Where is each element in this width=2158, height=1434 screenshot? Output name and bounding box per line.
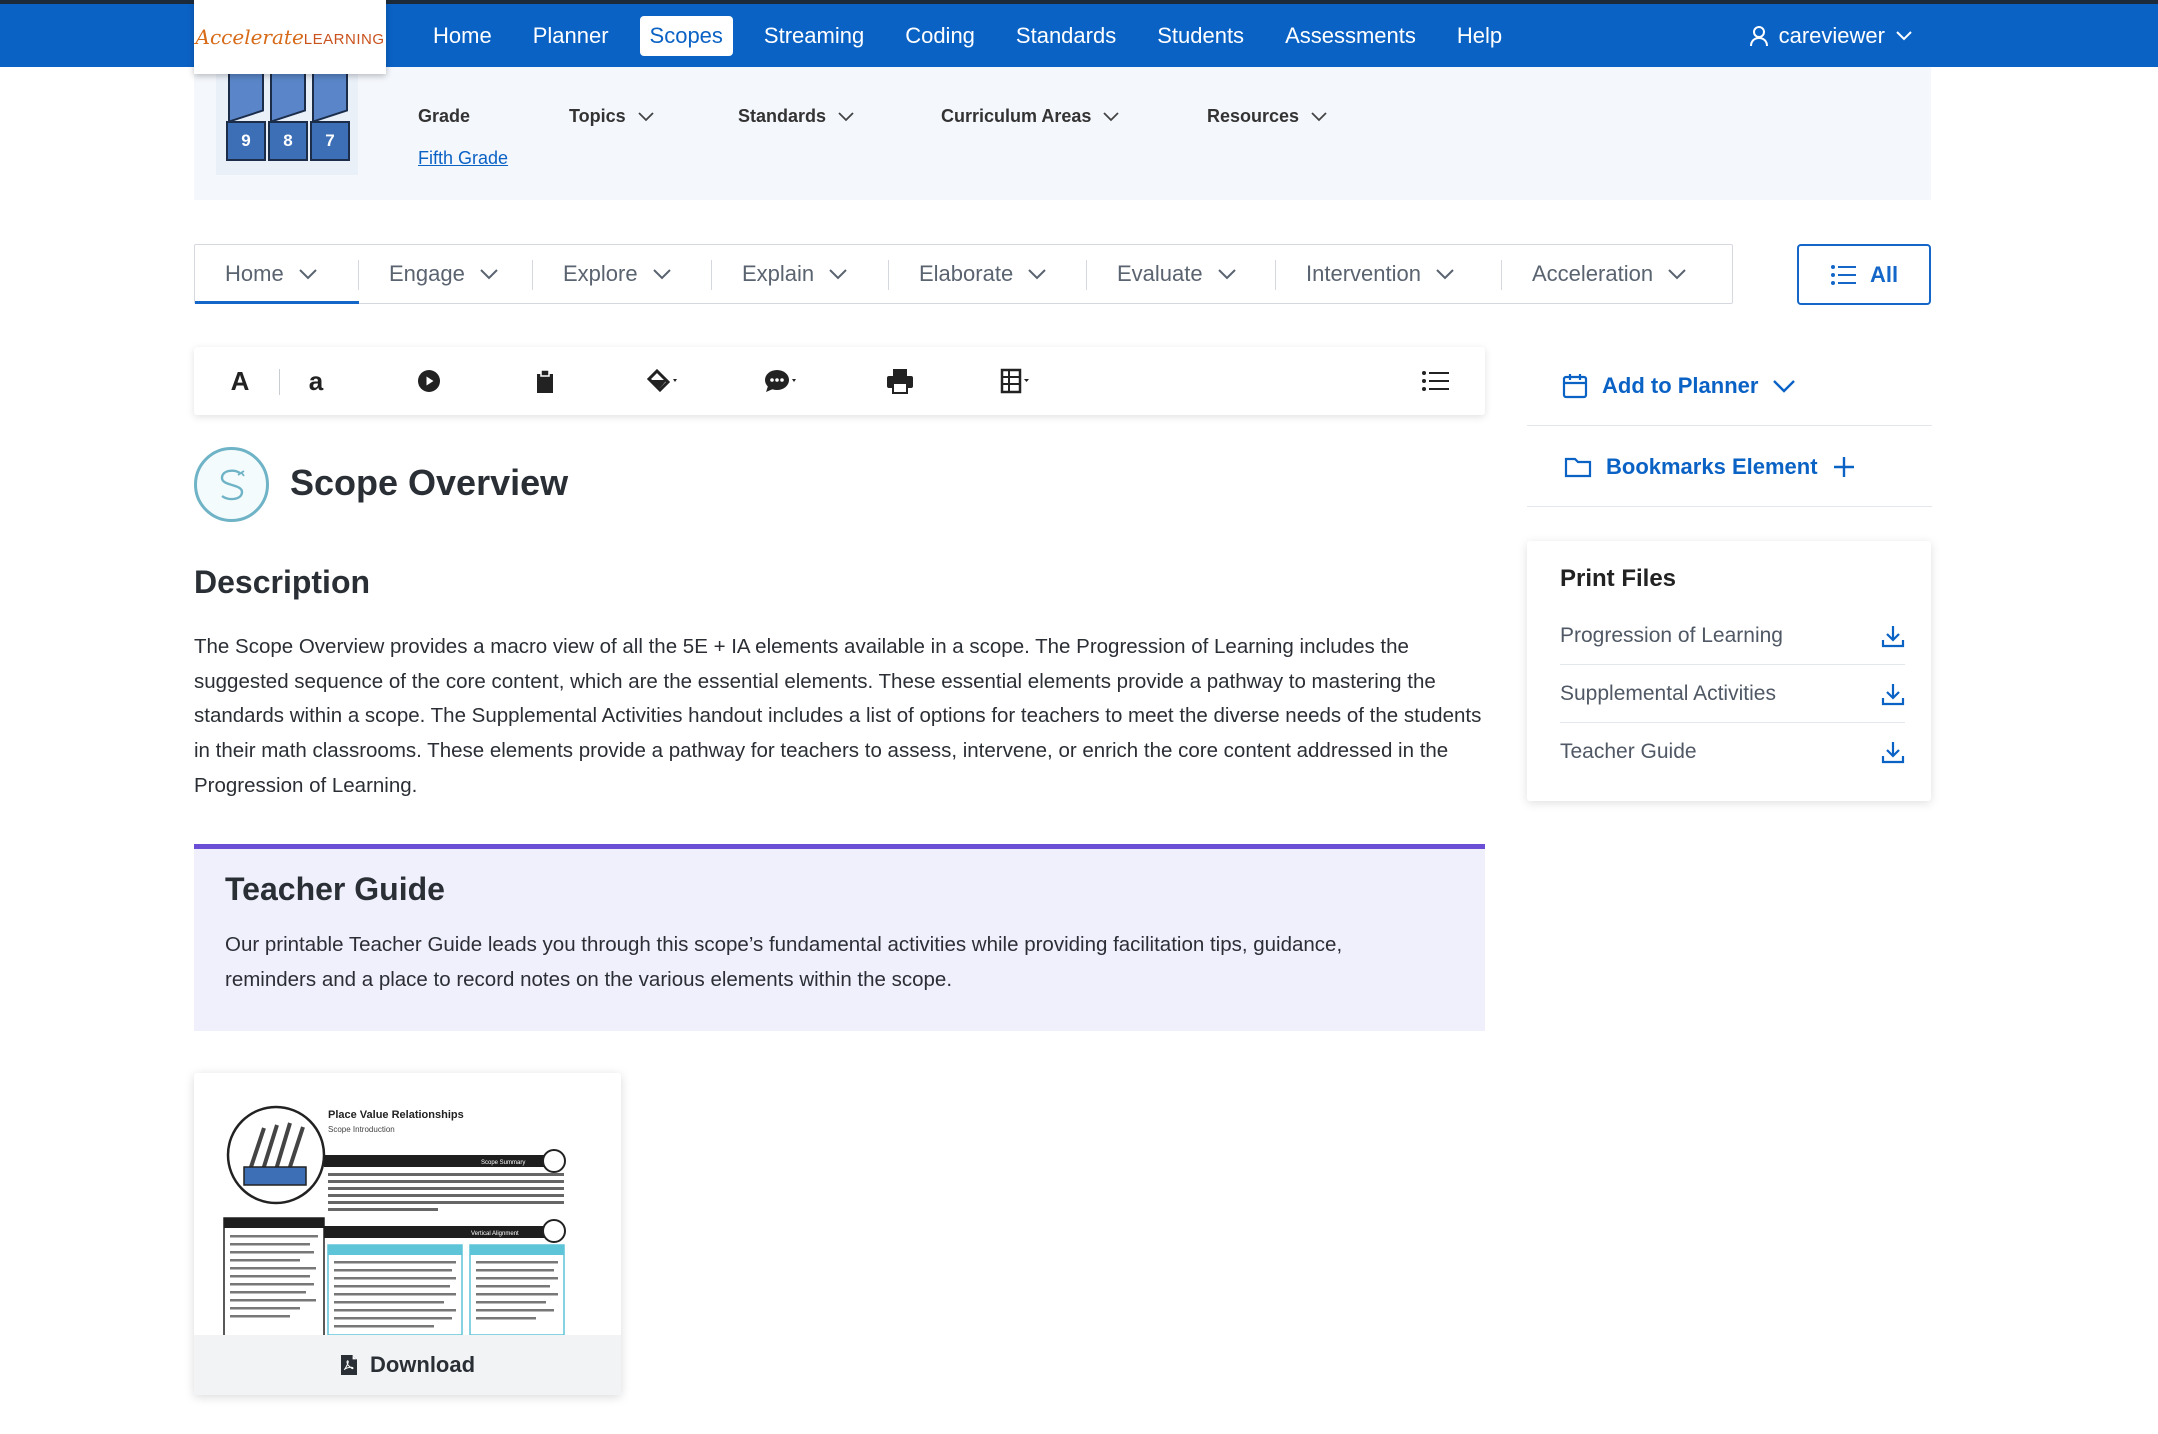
print-files-title: Print Files [1560,565,1677,592]
download-icon[interactable] [1881,682,1905,706]
teacher-guide-heading: Teacher Guide [225,871,445,907]
nav-planner[interactable]: Planner [532,23,609,48]
chevron-down-icon [828,268,848,280]
tab-label: Acceleration [1532,261,1654,286]
tab-evaluate[interactable] [1087,245,1276,303]
all-sections-button[interactable] [1797,244,1931,305]
play-audio-button[interactable] [416,347,442,415]
tab-label: Explain [742,261,815,286]
calendar-icon [1562,373,1588,399]
bookmarks-label: Bookmarks Element [1606,453,1818,479]
print-file-label: Progression of Learning [1560,623,1783,647]
thumb-digit: 9 [226,121,266,161]
preview-banner-1: Scope Summary [481,1160,526,1166]
scope-thumbnail [216,67,358,175]
nav-coding[interactable]: Coding [905,23,975,48]
all-label: All [1869,261,1899,287]
paint-bucket-icon [647,368,681,394]
teacher-guide-callout [194,844,1485,1031]
user-menu[interactable] [1749,23,1913,49]
tab-elaborate[interactable] [889,245,1087,303]
tab-explore[interactable] [533,245,712,303]
filter-label: Resources [1207,106,1300,126]
increase-text-button[interactable]: A [230,365,250,396]
tab-explain[interactable] [712,245,889,303]
document-preview [194,1073,621,1335]
filter-standards[interactable] [738,106,854,127]
comments-button[interactable] [764,347,800,415]
list-icon [1421,370,1449,392]
printer-icon [886,368,914,394]
chevron-down-icon [298,268,318,280]
chevron-down-icon [838,112,854,122]
tab-acceleration[interactable] [1502,245,1732,303]
preview-title: Place Value Relationships [328,1109,464,1121]
thumb-stick [228,67,264,123]
thumb-digit: 8 [268,121,308,161]
pdf-file-icon [340,1354,358,1376]
chevron-down-icon [1217,268,1237,280]
filter-label: Standards [738,106,827,126]
chevron-down-icon [1103,112,1119,122]
grade-link[interactable]: Fifth Grade [418,148,509,168]
sheets-button[interactable] [1000,347,1032,415]
thumb-stick [312,67,348,123]
chevron-down-icon [652,268,672,280]
scope-overview-icon [194,447,269,522]
teacher-guide-document-card[interactable] [194,1073,621,1395]
tab-label: Engage [389,261,465,286]
highlight-button[interactable] [646,347,682,415]
page-title: Scope Overview [290,462,569,503]
print-button[interactable] [886,347,914,415]
spreadsheet-icon [1000,368,1032,394]
play-icon [417,369,441,393]
tab-label: Elaborate [919,261,1014,286]
list-icon [1830,264,1856,286]
section-tabs [194,244,1733,304]
user-name: careviewer [1778,23,1885,48]
nav-help[interactable]: Help [1456,23,1503,48]
tab-intervention[interactable] [1276,245,1502,303]
chat-icon [764,368,800,394]
download-icon[interactable] [1881,624,1905,648]
main-nav [423,16,1533,56]
filter-resources[interactable] [1207,106,1327,127]
print-file-row[interactable] [1560,723,1905,781]
filter-curriculum-areas[interactable] [941,106,1119,127]
print-file-label: Teacher Guide [1560,740,1697,763]
nav-standards[interactable]: Standards [1015,23,1117,48]
chevron-down-icon [1667,268,1687,280]
chevron-down-icon [1772,379,1796,393]
chevron-down-icon [479,268,499,280]
teacher-guide-body: Our printable Teacher Guide leads you through this scope’s fundamental activities while providing facilitation tips, guidance, reminders and a place to record notes on the various elements within the scope. [225,933,1343,991]
nav-streaming[interactable]: Streaming [763,23,865,48]
chevron-down-icon [1435,268,1455,280]
folder-icon [1564,456,1592,478]
tab-label: Evaluate [1117,261,1203,286]
filter-label: Topics [569,106,626,126]
download-label: Download [369,1352,476,1377]
decrease-text-button[interactable]: a [308,365,324,396]
filter-topics[interactable] [569,106,654,127]
preview-subtitle: Scope Introduction [328,1125,395,1134]
tab-label: Explore [563,261,638,286]
chevron-down-icon [1895,30,1913,42]
filter-label: Curriculum Areas [941,106,1092,126]
clipboard-icon [535,368,555,394]
thumb-digit: 7 [310,121,350,161]
bookmarks-element-button[interactable] [1527,427,1932,507]
description-body: The Scope Overview provides a macro view of all the 5E + IA elements available in a scope. The Progression of Learning includes the suggested sequence of the core content, which are the essential elements. These essential elements provide a pathway to mastering the standards within a scope. The Supplemental Activities handout includes a list of options for teachers to meet the diverse needs of the students in their math classrooms. These elements provide a pathway for teachers to assess, intervene, or enrich the core content addressed in the Progression of Learning. [194,635,1482,797]
print-files-card [1527,541,1931,801]
tab-home[interactable] [195,245,359,303]
clipboard-button[interactable] [534,347,556,415]
nav-scopes[interactable]: Scopes [640,16,733,56]
nav-home[interactable]: Home [433,23,492,48]
grade-label: Grade [418,106,471,126]
description-heading: Description [194,564,371,600]
tab-engage[interactable] [359,245,533,303]
nav-assessments[interactable]: Assessments [1285,23,1416,48]
chevron-down-icon [1027,268,1047,280]
user-icon [1749,25,1769,47]
content-toolbar [194,347,1485,415]
thumb-stick [270,67,306,123]
add-to-planner-button[interactable] [1527,346,1932,426]
print-file-label: Supplemental Activities [1560,681,1776,705]
add-to-planner-label: Add to Planner [1602,372,1759,398]
chevron-down-icon [1311,112,1327,122]
logo-text: AccelerateLEARNING [195,25,385,49]
download-button[interactable] [194,1335,621,1395]
download-icon[interactable] [1881,740,1905,764]
preview-banner-2: Vertical Alignment [471,1231,519,1237]
brand-logo[interactable] [194,0,386,74]
tab-label: Intervention [1306,261,1421,286]
print-file-row[interactable] [1560,665,1905,723]
grade-header [194,67,1931,200]
nav-students[interactable]: Students [1157,23,1245,48]
chevron-down-icon [638,112,654,122]
tab-label: Home [225,261,284,286]
print-file-row[interactable] [1560,607,1905,665]
outline-button[interactable] [1420,347,1450,415]
plus-icon [1832,455,1856,479]
